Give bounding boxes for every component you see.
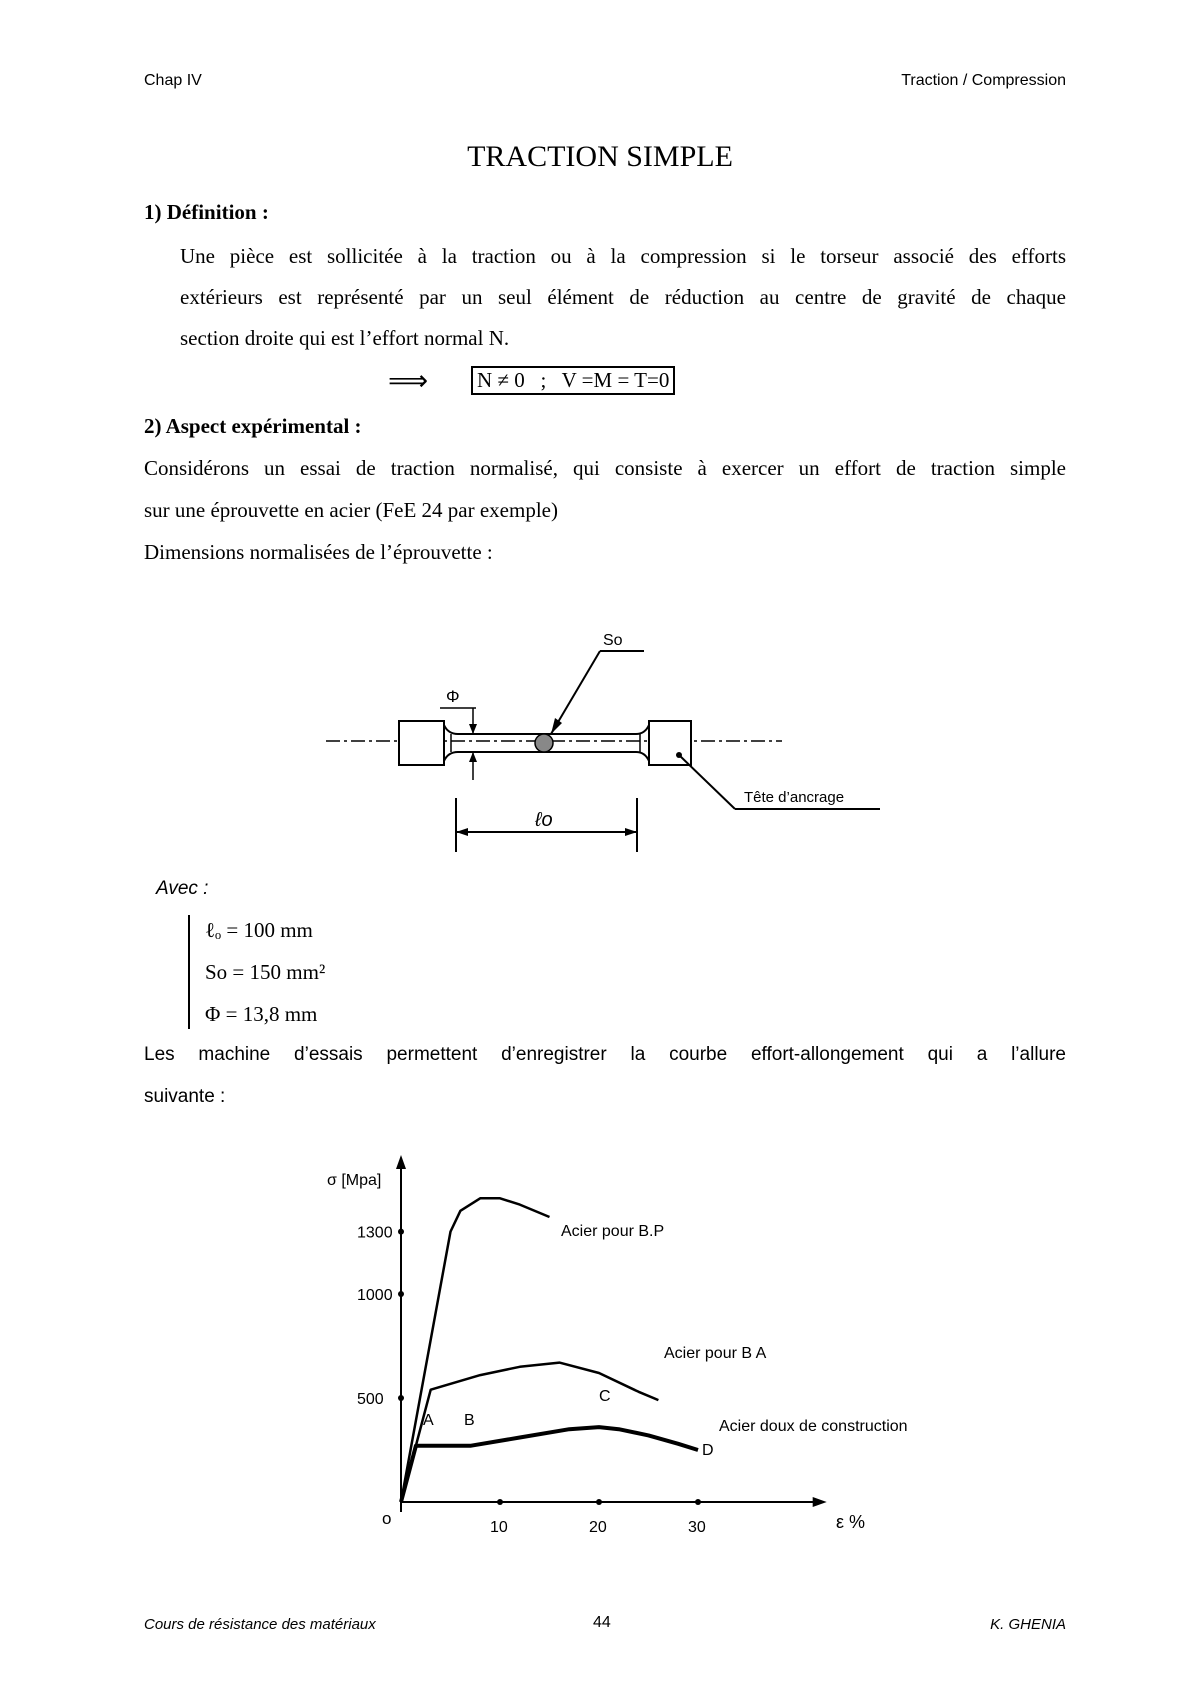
series-label: Acier doux de construction <box>719 1418 908 1435</box>
y-tick-label: 1300 <box>357 1224 393 1242</box>
y-axis-label: σ [Mpa] <box>327 1172 382 1189</box>
label-tete-ancrage: Tête d’ancrage <box>744 789 845 806</box>
y-tick-label: 500 <box>357 1391 384 1408</box>
definition-line-2: extérieurs est représenté par un seul élément de réduction au centre de gravité de chaque <box>180 285 1066 309</box>
chart-labels <box>327 1172 908 1536</box>
origin-label: o <box>382 1509 392 1528</box>
x-tick-label: 30 <box>688 1519 706 1536</box>
y-axis-arrow <box>396 1155 406 1169</box>
series-label: Acier pour B.P <box>561 1223 665 1240</box>
label-phi: Φ <box>446 687 460 706</box>
header-section: Traction / Compression <box>901 72 1066 89</box>
chart-series <box>401 1198 698 1502</box>
footer-course: Cours de résistance des matériaux <box>144 1616 376 1633</box>
footer-page-number: 44 <box>593 1614 611 1631</box>
avec-phi-value: Φ = 13,8 mm <box>205 1002 318 1026</box>
chart-axes <box>396 1155 827 1512</box>
definition-line-3: section droite qui est l’effort normal N. <box>180 326 510 350</box>
formula-box: N ≠ 0 ; V =M = T=0 <box>471 366 675 395</box>
point-annotation: D <box>702 1442 714 1459</box>
label-so: So <box>603 632 623 649</box>
avec-lo-value: ℓₒ = 100 mm <box>205 918 313 942</box>
page-title: TRACTION SIMPLE <box>467 140 733 173</box>
y-tick-mark <box>398 1291 404 1297</box>
x-tick-mark <box>497 1499 503 1505</box>
x-tick-mark <box>695 1499 701 1505</box>
series-line <box>401 1427 698 1502</box>
section-2-heading: 2) Aspect expérimental : <box>144 414 362 438</box>
x-tick-label: 20 <box>589 1519 607 1536</box>
experimental-line-1: Considérons un essai de traction normalisé, qui consiste à exercer un effort de traction simple <box>144 456 1066 480</box>
header-chapter: Chap IV <box>144 72 202 89</box>
series-label: Acier pour B A <box>664 1345 767 1362</box>
footer-author: K. GHENIA <box>990 1616 1066 1633</box>
series-line <box>401 1363 658 1502</box>
avec-so-value: So = 150 mm² <box>205 960 326 984</box>
y-tick-label: 1000 <box>357 1287 393 1304</box>
avec-label: Avec : <box>156 878 209 899</box>
experimental-line-2: sur une éprouvette en acier (FeE 24 par exemple) <box>144 498 558 522</box>
x-tick-label: 10 <box>490 1519 508 1536</box>
point-annotation: B <box>464 1412 475 1429</box>
x-tick-mark <box>596 1499 602 1505</box>
x-axis-label: ε % <box>836 1512 866 1532</box>
point-annotation: C <box>599 1388 611 1405</box>
series-line <box>401 1198 550 1502</box>
machine-line-2: suivante : <box>144 1086 226 1107</box>
section-1-heading: 1) Définition : <box>144 200 269 224</box>
implies-arrow-icon: ⟹ <box>388 364 429 397</box>
point-annotation: A <box>423 1412 434 1429</box>
y-tick-mark <box>398 1395 404 1401</box>
definition-line-1: Une pièce est sollicitée à la traction ou à la compression si le torseur associé des efforts <box>180 244 1066 268</box>
y-tick-mark <box>398 1229 404 1235</box>
experimental-line-3: Dimensions normalisées de l’éprouvette : <box>144 540 493 564</box>
label-lo: ℓo <box>535 809 553 831</box>
x-axis-arrow <box>813 1497 827 1507</box>
machine-line-1: Les machine d’essais permettent d’enregistrer la courbe effort-allongement qui a l’allure <box>144 1044 1066 1065</box>
